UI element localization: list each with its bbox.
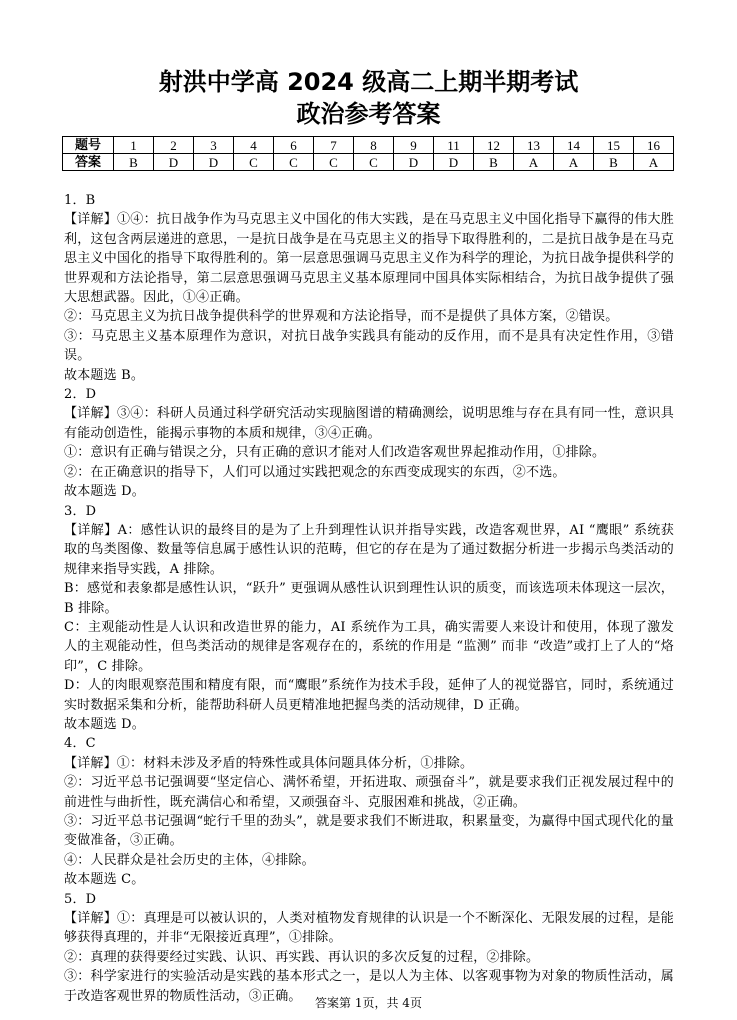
question-number-cell: 13 <box>514 137 554 154</box>
question-number-cell: 15 <box>594 137 634 154</box>
answer-cell: C <box>234 154 274 171</box>
conclusion-line: 故本题选 C。 <box>64 872 145 888</box>
exam-title: 射洪中学高 2024 级高二上期半期考试 <box>158 68 579 96</box>
question-heading: 1．B <box>64 193 96 208</box>
answer-cell: A <box>634 154 674 171</box>
explanation-line: ②：习近平总书记强调要“坚定信心、满怀希望，开拓进取、顽强奋斗”，就是要求我们正视发展过程中的前进性与曲折性，既充满信心和希望，又顽强奋斗、克服困难和挑战，②正确。 <box>64 775 674 810</box>
answer-cell: A <box>514 154 554 171</box>
question-number-cell: 1 <box>114 137 154 154</box>
conclusion-line: 故本题选 D。 <box>64 716 145 732</box>
answer-cell: D <box>154 154 194 171</box>
answer-cell: B <box>114 154 154 171</box>
explanation-line: 【详解】①④：抗日战争作为马克思主义中国化的伟大实践，是在马克思主义中国化指导下赢得的伟大胜利，这包含两层递进的意思，一是抗日战争是在马克思主义的指导下取得胜利的，二是抗日战争是在马克思主义中国化的指导下取得胜利的。第一层意思强调马克思主义作为科学的理论，为抗日战争提供科学的世界观和方法论指导，第二层意思强调马克思主义基本原理同中国具体实际相结合，为抗日战争提供了强大思想武器。因此，①④正确。 <box>64 212 674 306</box>
explanation-line: D：人的肉眼观察范围和精度有限，而“鹰眼”系统作为技术手段，延伸了人的视觉器官，同时，系统通过实时数据采集和分析，能帮助科研人员更精准地把握鸟类的活动规律，D 正确。 <box>64 678 674 713</box>
question-number-cell: 3 <box>194 137 234 154</box>
explanation-line: 【详解】①：真理是可以被认识的，人类对植物发育规律的认识是一个不断深化、无限发展的过程，是能够获得真理的，并非“无限接近真理”，①排除。 <box>64 911 674 946</box>
question-number-cell: 11 <box>434 137 474 154</box>
explanation-line: ③：习近平总书记强调“蛇行千里的劲头”，就是要求我们不断进取，积累量变，为赢得中国式现代化的量变做准备，③正确。 <box>64 814 674 849</box>
answer-cell: D <box>194 154 234 171</box>
explanation-line: ②：马克思主义为抗日战争提供科学的世界观和方法论指导，而不是提供了具体方案，②错误。 <box>64 309 619 325</box>
conclusion-line: 故本题选 B。 <box>64 367 145 383</box>
answer-explanations <box>64 191 674 1006</box>
explanation-line: 【详解】①：材料未涉及矛盾的特殊性或具体问题具体分析，①排除。 <box>64 755 474 771</box>
question-number-cell: 7 <box>314 137 354 154</box>
explanation-line: ④：人民群众是社会历史的主体，④排除。 <box>64 852 315 868</box>
explanation-line: ①：意识有正确与错误之分，只有正确的意识才能对人们改造客观世界起推动作用，①排除。 <box>64 445 606 461</box>
explanation-line: 【详解】③④：科研人员通过科学研究活动实现脑图谱的精确测绘，说明思维与存在具有同一性，意识具有能动创造性，能揭示事物的本质和规律，③④正确。 <box>64 406 674 441</box>
answer-cell: D <box>434 154 474 171</box>
explanation-line: ③：马克思主义基本原理作为意识，对抗日战争实践具有能动的反作用，而不是具有决定性作用，③错误。 <box>64 328 674 364</box>
question-heading: 4．C <box>64 736 96 752</box>
question-heading: 3．D <box>64 503 97 519</box>
question-number-cell: 2 <box>154 137 194 154</box>
answer-table-number-row <box>63 137 674 154</box>
answer-table <box>62 136 674 171</box>
answer-cell: C <box>274 154 314 171</box>
explanation-line: 【详解】A：感性认识的最终目的是为了上升到理性认识并指导实践，改造客观世界，AI “鹰眼” 系统获取的鸟类图像、数量等信息属于感性认识的范畴，但它的存在是为了通过数据分析进一步揭示鸟类活动的规律来指导实践，A 排除。 <box>64 522 674 577</box>
answer-cell: C <box>314 154 354 171</box>
row-label-answer: 答案 <box>63 154 114 171</box>
page-footer: 答案第 1页，共 4页 <box>315 996 422 1010</box>
question-heading: 2．D <box>64 387 97 403</box>
question-number-cell: 9 <box>394 137 434 154</box>
row-label-number: 题号 <box>63 137 114 154</box>
answer-table-answer-row <box>63 154 674 171</box>
question-number-cell: 4 <box>234 137 274 154</box>
exam-subtitle: 政治参考答案 <box>296 100 441 128</box>
question-number-cell: 14 <box>554 137 594 154</box>
question-number-cell: 12 <box>474 137 514 154</box>
answer-cell: B <box>594 154 634 171</box>
question-number-cell: 8 <box>354 137 394 154</box>
conclusion-line: 故本题选 D。 <box>64 484 145 500</box>
explanation-line: ②：在正确意识的指导下，人们可以通过实践把观念的东西变成现实的东西，②不选。 <box>64 464 566 480</box>
explanation-line: ③：科学家进行的实验活动是实践的基本形式之一，是以人为主体、以客观事物为对象的物质性活动，属于改造客观世界的物质性活动，③正确。 <box>64 969 674 1004</box>
answer-cell: B <box>474 154 514 171</box>
answer-cell: C <box>354 154 394 171</box>
answer-cell: D <box>394 154 434 171</box>
answer-cell: A <box>554 154 594 171</box>
question-number-cell: 16 <box>634 137 674 154</box>
explanation-line: ②：真理的获得要经过实践、认识、再实践、再认识的多次反复的过程，②排除。 <box>64 949 540 965</box>
question-heading: 5．D <box>64 891 97 907</box>
explanation-line: B：感觉和表象都是感性认识，“跃升” 更强调从感性认识到理性认识的质变，而该选项未体现这一层次，B 排除。 <box>64 581 674 616</box>
question-number-cell: 6 <box>274 137 314 154</box>
explanation-line: C：主观能动性是人认识和改造世界的能力，AI 系统作为工具，确实需要人来设计和使用，体现了激发人的主观能动性，但鸟类活动的规律是客观存在的，系统的作用是 “监测” 而非 “改造”或打上了人的“烙印”，C 排除。 <box>64 619 674 674</box>
